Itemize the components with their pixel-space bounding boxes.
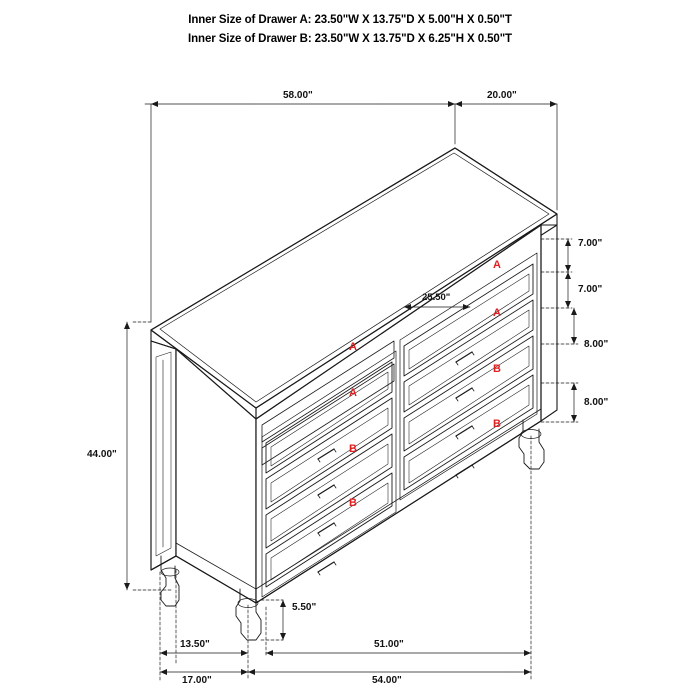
- dim-right-1: 7.00": [578, 238, 603, 249]
- drawer-a-spec-text: Inner Size of Drawer A: 23.50"W X 13.75"D X 5.00"H X 0.50"T: [188, 14, 512, 26]
- dim-base-front: 51.00": [374, 639, 404, 650]
- dim-top-width: 58.00": [283, 90, 313, 101]
- drawer-label-left-1: A: [349, 341, 357, 353]
- drawer-label-left-4: B: [349, 497, 357, 509]
- drawer-label-right-2: A: [493, 307, 501, 319]
- drawer-label-left-2: A: [349, 387, 357, 399]
- drawer-label-right-1: A: [493, 259, 501, 271]
- drawer-label-right-4: B: [493, 418, 501, 430]
- drawer-label-right-3: B: [493, 363, 501, 375]
- drawer-b-spec-text: Inner Size of Drawer B: 23.50"W X 13.75"D X 6.25"H X 0.50"T: [188, 33, 512, 45]
- dim-side-lower: 17.00": [182, 675, 212, 686]
- dim-top-depth: 20.00": [487, 90, 517, 101]
- dim-right-4: 8.00": [584, 397, 609, 408]
- dim-leg-height: 5.50": [292, 602, 317, 613]
- dim-side-upper: 13.50": [180, 639, 210, 650]
- dim-right-3: 8.00": [584, 339, 609, 350]
- dim-overall-height: 44.00": [87, 449, 117, 460]
- drawer-label-left-3: B: [349, 443, 357, 455]
- dim-right-2: 7.00": [578, 284, 603, 295]
- dim-interior-width: 25.50": [422, 292, 451, 303]
- dim-base-total: 54.00": [372, 675, 402, 686]
